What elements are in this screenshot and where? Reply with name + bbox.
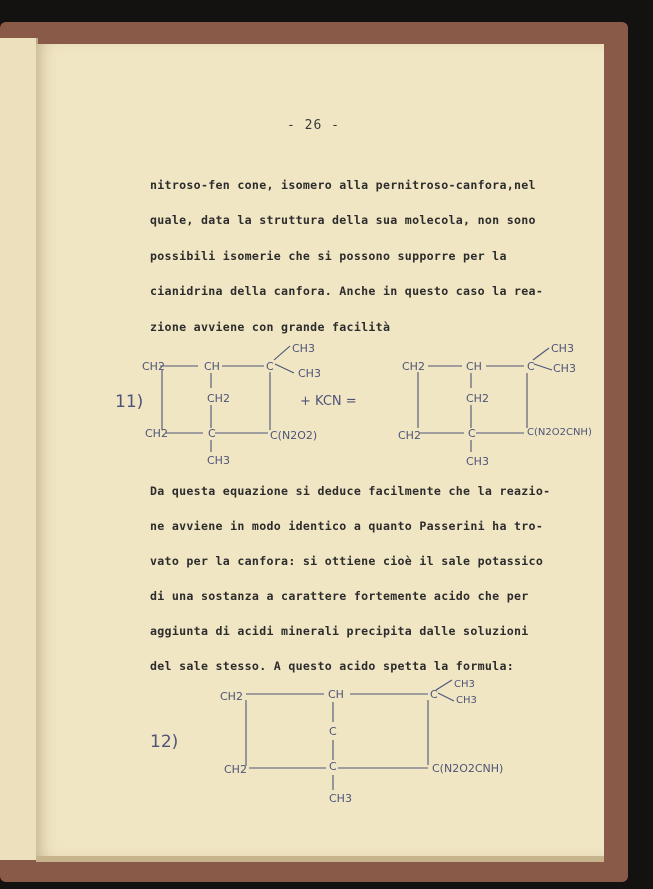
text-line: ne avviene in modo identico a quanto Passerini ha tro- — [150, 519, 544, 533]
page-number: - 26 - — [287, 118, 340, 133]
text-line: cianidrina della canfora. Anche in questo caso la rea- — [150, 284, 544, 298]
formula-group: C — [468, 427, 476, 440]
text-line: zione avviene con grande facilità — [150, 320, 391, 334]
bond-lines — [246, 680, 454, 790]
formula-group: CH3 — [292, 342, 315, 355]
formula-group: CH2 — [207, 392, 230, 405]
text-line: del sale stesso. A questo acido spetta la formula: — [150, 659, 515, 673]
formula-group: CH — [466, 360, 482, 373]
formula-group: CH2 — [145, 427, 168, 440]
reagent-text: + KCN = — [300, 394, 357, 409]
formula-group: C — [527, 360, 535, 373]
text-line: Da questa equazione si deduce facilmente che la reazio- — [150, 484, 551, 498]
equation-11 — [115, 342, 592, 468]
formula-group: CH2 — [398, 429, 421, 442]
formula-group: CH3 — [298, 367, 321, 380]
formula-group: CH3 — [329, 792, 352, 805]
text-line: quale, data la struttura della sua molecola, non sono — [150, 213, 536, 227]
formula-group: CH2 — [224, 763, 247, 776]
text-line: nitroso-fen cone, isomero alla pernitroso-canfora,nel — [150, 178, 536, 192]
formula-group: C(N2O2CNH) — [432, 762, 504, 775]
formula-group: C — [329, 760, 337, 773]
text-line: aggiunta di acidi minerali precipita dalle soluzioni — [150, 624, 529, 638]
formula-group: C — [430, 688, 438, 701]
formula-group: CH3 — [207, 454, 230, 467]
formula-group: C — [266, 360, 274, 373]
formula-group: CH3 — [454, 679, 475, 690]
formula-group: CH — [204, 360, 220, 373]
formula-group: C — [208, 427, 216, 440]
formula-group: CH2 — [142, 360, 165, 373]
text-line: vato per la canfora: si ottiene cioè il sale potassico — [150, 554, 544, 568]
formula-label: 12) — [150, 732, 179, 752]
formula-group: CH3 — [456, 695, 477, 706]
formula-group: CH2 — [402, 360, 425, 373]
equation-label: 11) — [115, 392, 144, 412]
formula-group: C — [329, 725, 337, 738]
formula-group: CH3 — [553, 362, 576, 375]
formula-12 — [150, 679, 503, 805]
text-line: possibili isomerie che si possono supporre per la — [150, 249, 507, 263]
formula-group: C(N2O2CNH) — [527, 427, 592, 438]
formula-group: CH3 — [466, 455, 489, 468]
formula-group: CH3 — [551, 342, 574, 355]
formula-group: CH2 — [466, 392, 489, 405]
formula-group: C(N2O2) — [270, 429, 318, 442]
formula-group: CH2 — [220, 690, 243, 703]
text-line: di una sostanza a carattere fortemente acido che per — [150, 589, 529, 603]
formula-group: CH — [328, 688, 344, 701]
